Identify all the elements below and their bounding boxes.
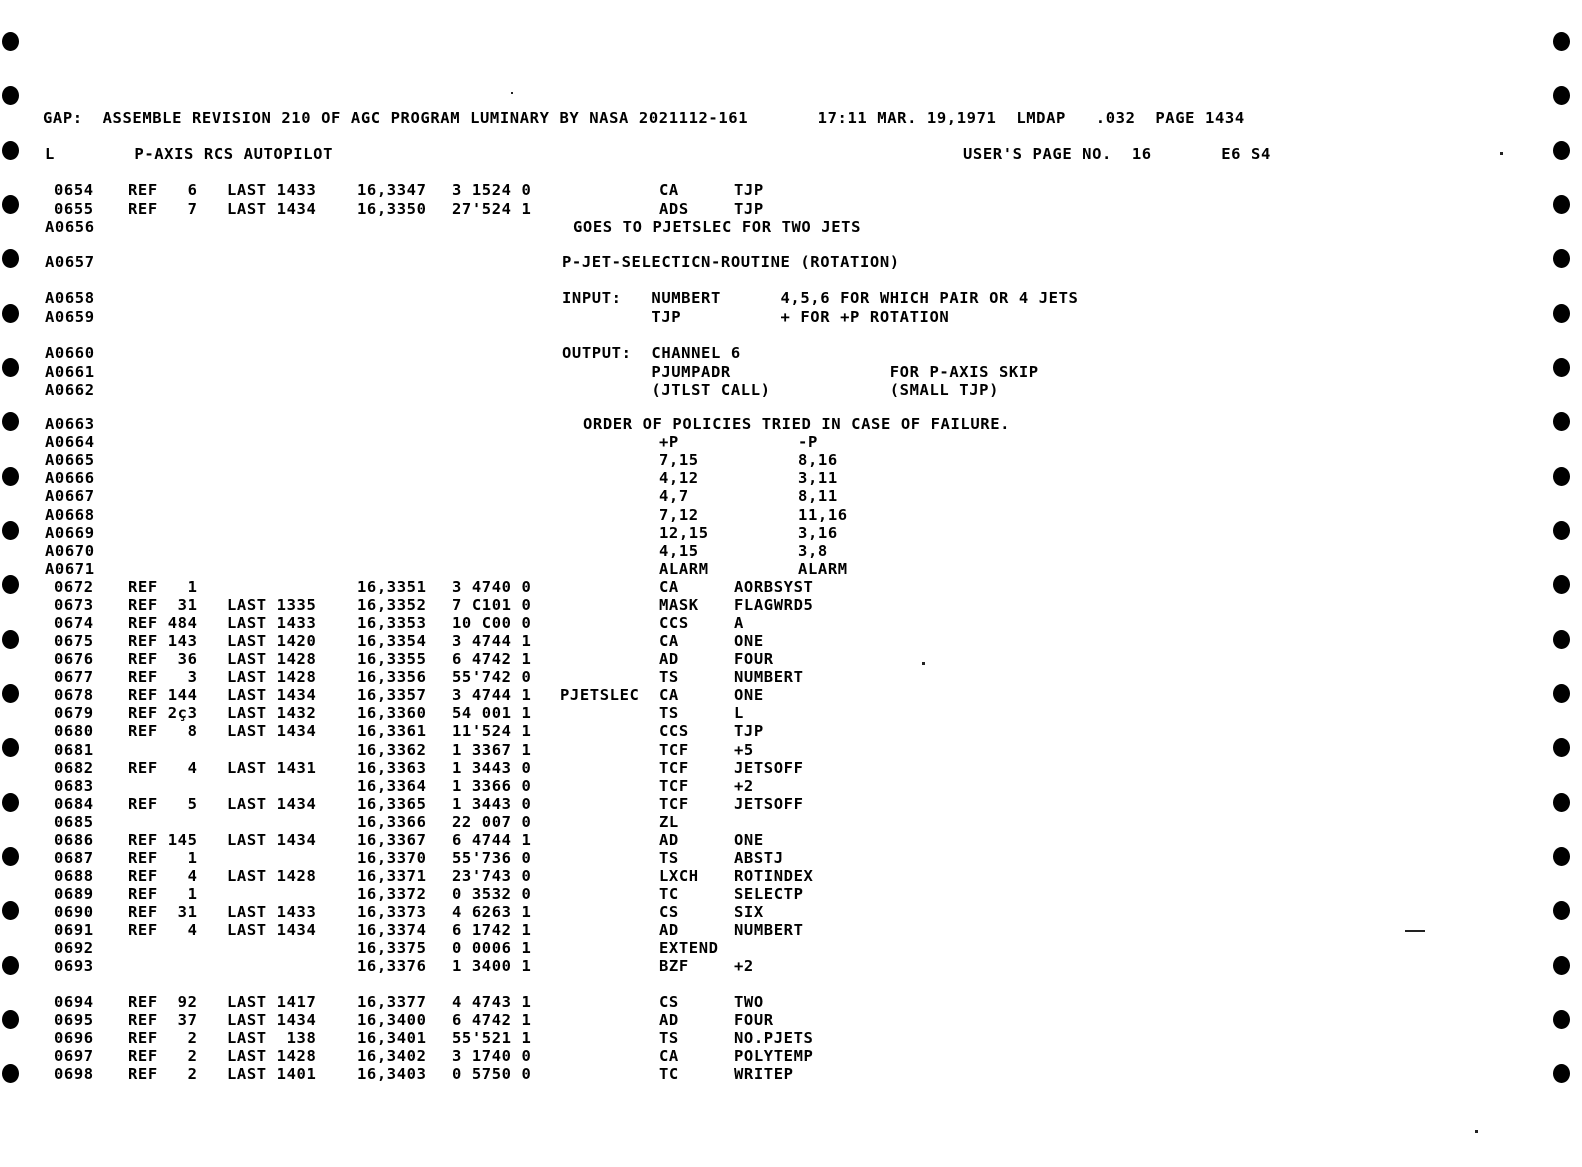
octal-code: 7 C101 0 [452, 596, 532, 614]
operand: JETSOFF [734, 795, 804, 813]
line-number: 0675 [54, 632, 94, 650]
opcode: TC [659, 1065, 679, 1083]
listing-row [0, 922, 1582, 940]
comment-text: TJP + FOR +P ROTATION [562, 308, 950, 326]
ref-count: REF 145 [128, 831, 198, 849]
last-reference: LAST 1431 [227, 759, 317, 777]
last-reference: LAST 1434 [227, 722, 317, 740]
operand: NO.PJETS [734, 1029, 814, 1047]
operand: +2 [734, 777, 754, 795]
line-number: 0686 [54, 831, 94, 849]
octal-code: 10 C00 0 [452, 614, 532, 632]
symbol-label: PJETSLEC [560, 686, 640, 704]
listing-row [0, 796, 1582, 814]
octal-code: 27'524 1 [452, 200, 532, 218]
last-reference: LAST 1434 [227, 200, 317, 218]
listing-row [0, 850, 1582, 868]
line-number: 0677 [54, 668, 94, 686]
octal-code: 54 001 1 [452, 704, 532, 722]
line-number: A0661 [45, 363, 95, 381]
ref-count: REF 5 [128, 795, 198, 813]
operand: AORBSYST [734, 578, 814, 596]
operand: JETSOFF [734, 759, 804, 777]
line-number: 0694 [54, 993, 94, 1011]
address: 16,3351 [357, 578, 427, 596]
line-number: A0656 [45, 218, 95, 236]
line-number: A0663 [45, 415, 95, 433]
ref-count: REF 36 [128, 650, 198, 668]
ref-count: REF 2 [128, 1047, 198, 1065]
listing-row [0, 543, 1582, 561]
users-page-number: USER'S PAGE NO. 16 E6 S4 [963, 145, 1271, 163]
opcode: ADS [659, 200, 689, 218]
address: 16,3370 [357, 849, 427, 867]
ref-count: REF 7 [128, 200, 198, 218]
listing-row [0, 760, 1582, 778]
last-reference: LAST 1434 [227, 831, 317, 849]
opcode: MASK [659, 596, 699, 614]
octal-code: 3 4744 1 [452, 632, 532, 650]
opcode: BZF [659, 957, 689, 975]
comment-text: 4,15 3,8 [659, 542, 828, 560]
address: 16,3373 [357, 903, 427, 921]
opcode: AD [659, 831, 679, 849]
listing-row [0, 416, 1582, 434]
comment-text: PJUMPADR FOR P-AXIS SKIP [562, 363, 1039, 381]
line-number: 0683 [54, 777, 94, 795]
opcode: TS [659, 704, 679, 722]
line-number: 0682 [54, 759, 94, 777]
octal-code: 3 4744 1 [452, 686, 532, 704]
address: 16,3360 [357, 704, 427, 722]
comment-text: 7,15 8,16 [659, 451, 838, 469]
line-number: A0658 [45, 289, 95, 307]
comment-text: (JTLST CALL) (SMALL TJP) [562, 381, 999, 399]
listing-row [0, 201, 1582, 219]
listing-row [0, 669, 1582, 687]
line-number: 0698 [54, 1065, 94, 1083]
ref-count: REF 2ç3 [128, 704, 198, 722]
last-reference: LAST 1433 [227, 614, 317, 632]
listing-row [0, 1048, 1582, 1066]
line-number: A0665 [45, 451, 95, 469]
listing-row [0, 561, 1582, 579]
last-reference: LAST 1434 [227, 921, 317, 939]
octal-code: 3 1740 0 [452, 1047, 532, 1065]
octal-code: 4 4743 1 [452, 993, 532, 1011]
listing-row [0, 742, 1582, 760]
line-number: A0659 [45, 308, 95, 326]
operand: ONE [734, 831, 764, 849]
listing-row [0, 723, 1582, 741]
line-number: 0654 [54, 181, 94, 199]
ref-count: REF 484 [128, 614, 198, 632]
ref-count: REF 31 [128, 596, 198, 614]
ref-count: REF 2 [128, 1065, 198, 1083]
line-number: 0681 [54, 741, 94, 759]
opcode: AD [659, 650, 679, 668]
operand: L [734, 704, 744, 722]
octal-code: 1 3400 1 [452, 957, 532, 975]
ref-count: REF 3 [128, 668, 198, 686]
opcode: EXTEND [659, 939, 719, 957]
listing-row [0, 434, 1582, 452]
octal-code: 55'521 1 [452, 1029, 532, 1047]
last-reference: LAST 1428 [227, 650, 317, 668]
octal-code: 55'742 0 [452, 668, 532, 686]
address: 16,3374 [357, 921, 427, 939]
ref-count: REF 1 [128, 885, 198, 903]
address: 16,3403 [357, 1065, 427, 1083]
octal-code: 3 4740 0 [452, 578, 532, 596]
comment-text: GOES TO PJETSLEC FOR TWO JETS [573, 218, 862, 236]
comment-text: 7,12 11,16 [659, 506, 848, 524]
address: 16,3347 [357, 181, 427, 199]
listing-row [0, 364, 1582, 382]
listing-row [0, 778, 1582, 796]
octal-code: 55'736 0 [452, 849, 532, 867]
line-number: 0655 [54, 200, 94, 218]
ref-count: REF 37 [128, 1011, 198, 1029]
listing-row [0, 904, 1582, 922]
octal-code: 4 6263 1 [452, 903, 532, 921]
assembly-header: GAP: ASSEMBLE REVISION 210 OF AGC PROGRAM LUMINARY BY NASA 2021112-161 17:11 MAR. 19,1971 LMDAP .032 PAGE 1434 [43, 109, 1245, 127]
opcode: CA [659, 632, 679, 650]
opcode: CA [659, 686, 679, 704]
listing-row [0, 579, 1582, 597]
comment-text: 4,7 8,11 [659, 487, 838, 505]
line-number: 0672 [54, 578, 94, 596]
address: 16,3402 [357, 1047, 427, 1065]
address: 16,3371 [357, 867, 427, 885]
ref-count: REF 92 [128, 993, 198, 1011]
listing-row [0, 1012, 1582, 1030]
address: 16,3357 [357, 686, 427, 704]
listing-row [0, 1066, 1582, 1084]
last-reference: LAST 1401 [227, 1065, 317, 1083]
operand: WRITEP [734, 1065, 794, 1083]
line-number: A0671 [45, 560, 95, 578]
last-reference: LAST 138 [227, 1029, 317, 1047]
address: 16,3365 [357, 795, 427, 813]
address: 16,3363 [357, 759, 427, 777]
section-title: L P-AXIS RCS AUTOPILOT [45, 145, 334, 163]
line-number: 0673 [54, 596, 94, 614]
ref-count: REF 1 [128, 849, 198, 867]
operand: TWO [734, 993, 764, 1011]
address: 16,3364 [357, 777, 427, 795]
listing-row [0, 651, 1582, 669]
listing-row [0, 832, 1582, 850]
octal-code: 22 007 0 [452, 813, 532, 831]
octal-code: 3 1524 0 [452, 181, 532, 199]
address: 16,3372 [357, 885, 427, 903]
last-reference: LAST 1434 [227, 795, 317, 813]
last-reference: LAST 1433 [227, 181, 317, 199]
last-reference: LAST 1420 [227, 632, 317, 650]
line-number: A0666 [45, 469, 95, 487]
comment-text: ALARM ALARM [659, 560, 848, 578]
comment-text: 12,15 3,16 [659, 524, 838, 542]
address: 16,3354 [357, 632, 427, 650]
line-number: 0696 [54, 1029, 94, 1047]
opcode: ZL [659, 813, 679, 831]
ref-count: REF 31 [128, 903, 198, 921]
line-number: 0691 [54, 921, 94, 939]
ref-count: REF 1 [128, 578, 198, 596]
line-number: 0676 [54, 650, 94, 668]
line-number: A0657 [45, 253, 95, 271]
listing-row [0, 309, 1582, 327]
operand: NUMBERT [734, 668, 804, 686]
octal-code: 6 4742 1 [452, 650, 532, 668]
address: 16,3353 [357, 614, 427, 632]
line-number: A0660 [45, 344, 95, 362]
opcode: CS [659, 993, 679, 1011]
operand: ONE [734, 632, 764, 650]
ref-count: REF 144 [128, 686, 198, 704]
listing-row [0, 452, 1582, 470]
opcode: TS [659, 1029, 679, 1047]
operand: POLYTEMP [734, 1047, 814, 1065]
octal-code: 1 3443 0 [452, 795, 532, 813]
listing-row [0, 382, 1582, 400]
address: 16,3376 [357, 957, 427, 975]
opcode: TCF [659, 759, 689, 777]
comment-text: ORDER OF POLICIES TRIED IN CASE OF FAILURE. [583, 415, 1011, 433]
comment-text: P-JET-SELECTICN-ROUTINE (ROTATION) [562, 253, 900, 271]
address: 16,3350 [357, 200, 427, 218]
octal-code: 0 0006 1 [452, 939, 532, 957]
listing-row [0, 958, 1582, 976]
octal-code: 0 3532 0 [452, 885, 532, 903]
address: 16,3352 [357, 596, 427, 614]
line-number: 0695 [54, 1011, 94, 1029]
operand: ABSTJ [734, 849, 784, 867]
operand: TJP [734, 200, 764, 218]
listing-row [0, 687, 1582, 705]
listing-row [0, 633, 1582, 651]
last-reference: LAST 1434 [227, 686, 317, 704]
listing-row [0, 345, 1582, 363]
listing-row [0, 182, 1582, 200]
address: 16,3367 [357, 831, 427, 849]
last-reference: LAST 1335 [227, 596, 317, 614]
opcode: AD [659, 921, 679, 939]
listing-row [0, 597, 1582, 615]
line-number: 0679 [54, 704, 94, 722]
line-number: A0670 [45, 542, 95, 560]
listing-row [0, 886, 1582, 904]
listing-row [0, 219, 1582, 237]
listing-row [0, 814, 1582, 832]
operand: FOUR [734, 1011, 774, 1029]
address: 16,3356 [357, 668, 427, 686]
operand: ROTINDEX [734, 867, 814, 885]
listing-row [0, 994, 1582, 1012]
last-reference: LAST 1434 [227, 1011, 317, 1029]
ref-count: REF 4 [128, 921, 198, 939]
listing-row [0, 868, 1582, 886]
listing-row [0, 940, 1582, 958]
last-reference: LAST 1428 [227, 1047, 317, 1065]
operand: TJP [734, 722, 764, 740]
listing-row [0, 290, 1582, 308]
octal-code: 0 5750 0 [452, 1065, 532, 1083]
address: 16,3401 [357, 1029, 427, 1047]
line-number: A0662 [45, 381, 95, 399]
last-reference: LAST 1433 [227, 903, 317, 921]
opcode: CA [659, 1047, 679, 1065]
operand: SELECTP [734, 885, 804, 903]
listing-row [0, 615, 1582, 633]
comment-text: OUTPUT: CHANNEL 6 [562, 344, 741, 362]
last-reference: LAST 1417 [227, 993, 317, 1011]
opcode: CCS [659, 614, 689, 632]
line-number: 0684 [54, 795, 94, 813]
octal-code: 1 3443 0 [452, 759, 532, 777]
address: 16,3355 [357, 650, 427, 668]
operand: +5 [734, 741, 754, 759]
octal-code: 6 4744 1 [452, 831, 532, 849]
opcode: TCF [659, 741, 689, 759]
address: 16,3361 [357, 722, 427, 740]
address: 16,3362 [357, 741, 427, 759]
octal-code: 6 1742 1 [452, 921, 532, 939]
opcode: TCF [659, 795, 689, 813]
operand: NUMBERT [734, 921, 804, 939]
line-number: 0680 [54, 722, 94, 740]
octal-code: 23'743 0 [452, 867, 532, 885]
opcode: CS [659, 903, 679, 921]
octal-code: 1 3367 1 [452, 741, 532, 759]
line-number: A0667 [45, 487, 95, 505]
octal-code: 1 3366 0 [452, 777, 532, 795]
opcode: AD [659, 1011, 679, 1029]
address: 16,3377 [357, 993, 427, 1011]
opcode: TS [659, 668, 679, 686]
listing-row [0, 254, 1582, 272]
operand: FLAGWRD5 [734, 596, 814, 614]
line-number: 0687 [54, 849, 94, 867]
line-number: A0668 [45, 506, 95, 524]
line-number: A0664 [45, 433, 95, 451]
listing-row [0, 1030, 1582, 1048]
octal-code: 6 4742 1 [452, 1011, 532, 1029]
line-number: 0678 [54, 686, 94, 704]
last-reference: LAST 1432 [227, 704, 317, 722]
line-number: 0692 [54, 939, 94, 957]
line-number: 0685 [54, 813, 94, 831]
listing-row [0, 488, 1582, 506]
last-reference: LAST 1428 [227, 668, 317, 686]
opcode: CCS [659, 722, 689, 740]
ref-count: REF 4 [128, 759, 198, 777]
operand: ONE [734, 686, 764, 704]
comment-text: +P -P [659, 433, 818, 451]
listing-row [0, 705, 1582, 723]
listing-row [0, 470, 1582, 488]
ref-count: REF 6 [128, 181, 198, 199]
octal-code: 11'524 1 [452, 722, 532, 740]
line-number: 0693 [54, 957, 94, 975]
opcode: TC [659, 885, 679, 903]
ref-count: REF 2 [128, 1029, 198, 1047]
operand: +2 [734, 957, 754, 975]
line-number: 0688 [54, 867, 94, 885]
ref-count: REF 143 [128, 632, 198, 650]
last-reference: LAST 1428 [227, 867, 317, 885]
opcode: CA [659, 578, 679, 596]
operand: SIX [734, 903, 764, 921]
listing-row [0, 507, 1582, 525]
opcode: TCF [659, 777, 689, 795]
address: 16,3375 [357, 939, 427, 957]
line-number: 0674 [54, 614, 94, 632]
operand: FOUR [734, 650, 774, 668]
address: 16,3400 [357, 1011, 427, 1029]
listing-row [0, 525, 1582, 543]
line-number: A0669 [45, 524, 95, 542]
line-number: 0689 [54, 885, 94, 903]
comment-text: 4,12 3,11 [659, 469, 838, 487]
line-number: 0697 [54, 1047, 94, 1065]
comment-text: INPUT: NUMBERT 4,5,6 FOR WHICH PAIR OR 4 JETS [562, 289, 1079, 307]
opcode: LXCH [659, 867, 699, 885]
ref-count: REF 8 [128, 722, 198, 740]
operand: TJP [734, 181, 764, 199]
ref-count: REF 4 [128, 867, 198, 885]
address: 16,3366 [357, 813, 427, 831]
line-number: 0690 [54, 903, 94, 921]
operand: A [734, 614, 744, 632]
opcode: TS [659, 849, 679, 867]
opcode: CA [659, 181, 679, 199]
